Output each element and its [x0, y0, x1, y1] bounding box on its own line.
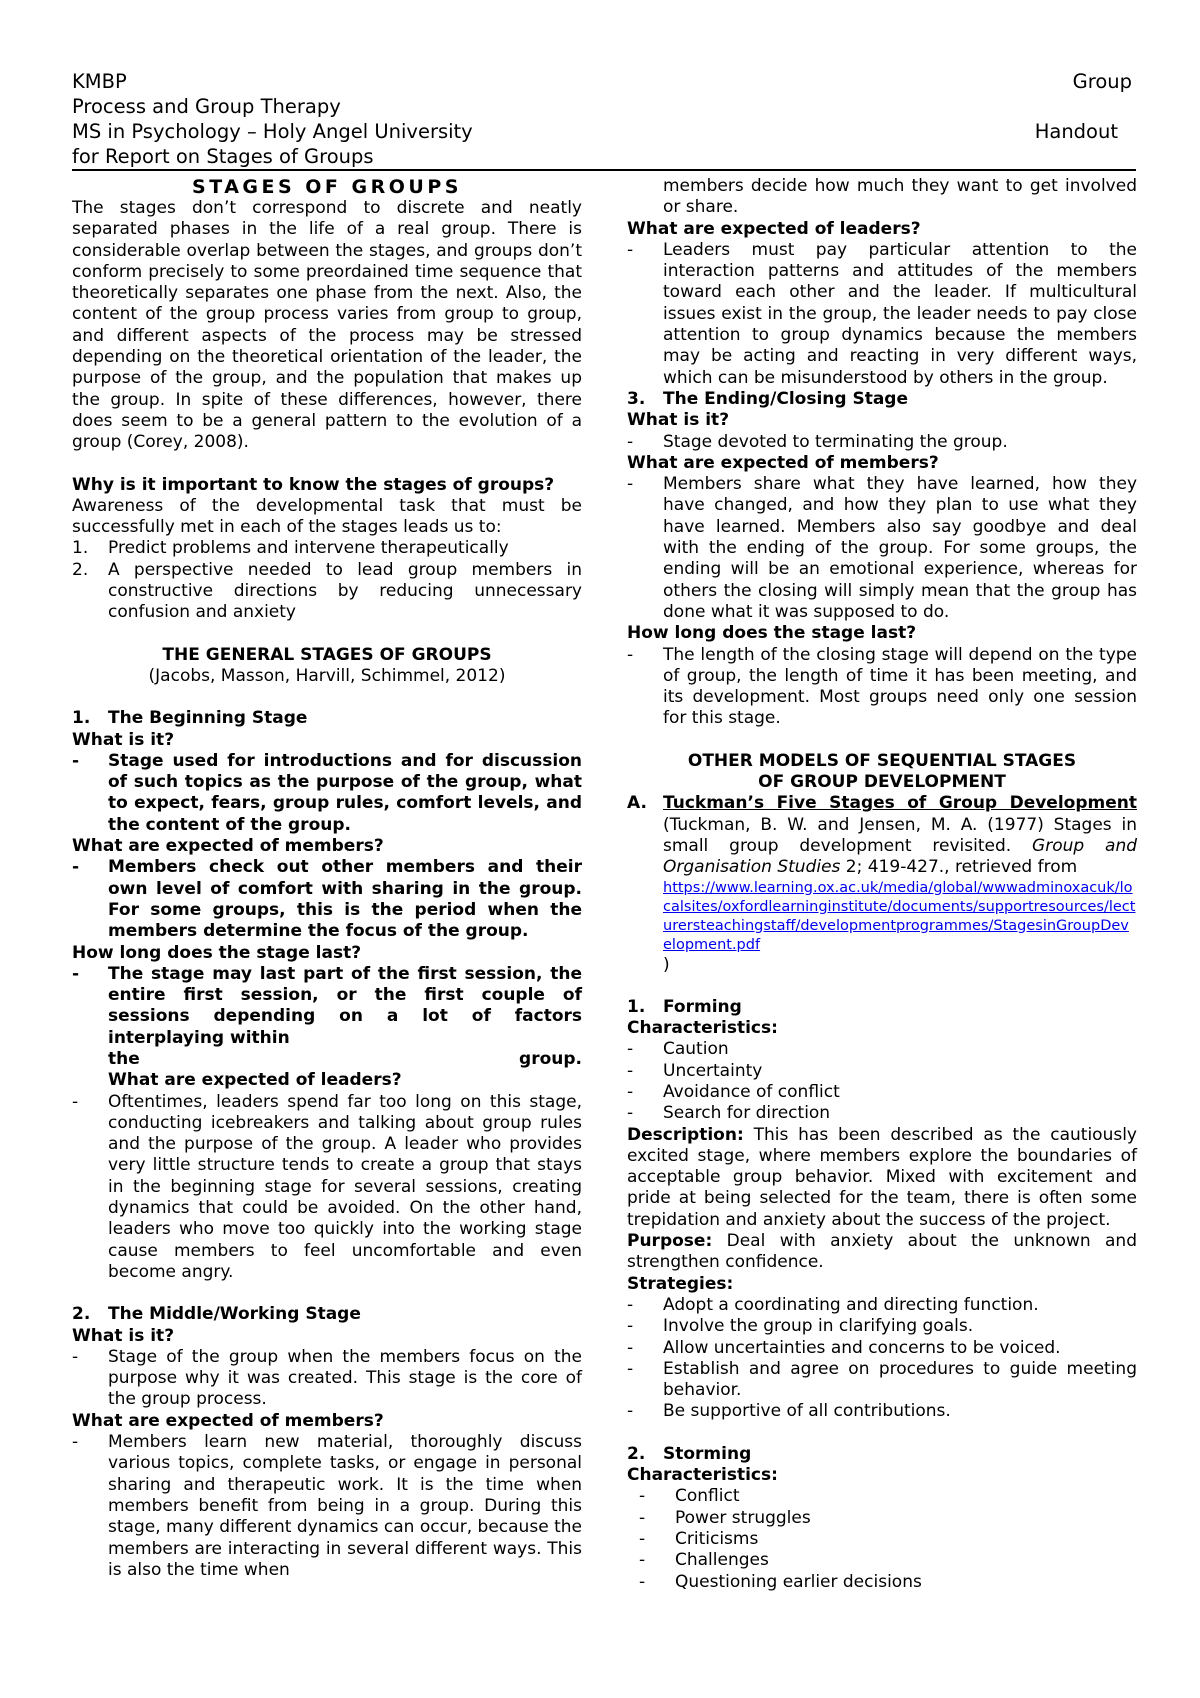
section-heading: 1. Forming	[627, 996, 742, 1017]
list-item: - Adopt a coordinating and directing function.	[627, 1294, 1039, 1315]
intro-paragraph: The stages don’t correspond to discrete and neatly separated phases in the life of a real group. There is considerable overlap between the stages, and groups don’t conform precisely to some preordained time sequence that theoretically separates one phase from the next. Also, the content of the group process varies from group to group, and different aspects of the process may be stressed depending on the theoretical orientation of the leader, the purpose of the group, and the population that makes up the group. In spite of these differences, however, there does seem to be a general pattern to the evolution of a group (Corey, 2008).	[72, 198, 582, 453]
list-item: - Conflict	[639, 1486, 740, 1507]
what-is-it-label: What is it?	[72, 729, 175, 750]
list-item: - Power struggles	[639, 1507, 811, 1528]
list-item: - Challenges	[639, 1550, 769, 1571]
characteristics-label: Characteristics:	[627, 1465, 778, 1486]
list-item: - Leaders must pay particular attention to the interaction patterns and attitudes of the members toward each other and the leader. If multicultural issues exist in the group, the leader needs to pay close attention to group dynamics because the members may be acting and reacting in very different ways, which can be misunderstood by others in the group.	[627, 239, 1137, 388]
list-item: - Avoidance of conflict	[627, 1081, 840, 1102]
general-stages-citation: (Jacobs, Masson, Harvill, Schimmel, 2012)	[148, 665, 506, 686]
page-title: STAGES OF GROUPS	[192, 176, 462, 198]
what-is-it-label: What is it?	[627, 410, 730, 431]
list-item: - Members check out other members and their own level of comfort with sharing in the group. For some groups, this is the period when the members determine the focus of the group.	[72, 857, 582, 942]
list-item: - Oftentimes, leaders spend far too long on this stage, conducting icebreakers and talking about group rules and the purpose of the group. A leader who provides very little structure tends to create a group that stays in the beginning stage for several sessions, creating dynamics that could be avoided. On the other hand, leaders who move too quickly into the working stage cause members to feel uncomfortable and even become angry.	[72, 1091, 582, 1282]
why-text: Awareness of the developmental task that must be successfully met in each of the stages leads us to:	[72, 495, 582, 538]
what-is-it-label: What is it?	[72, 1325, 175, 1346]
report-subject: for Report on Stages of Groups	[72, 145, 374, 168]
expected-leaders-label: What are expected of leaders?	[627, 218, 921, 239]
left-column	[72, 176, 582, 1581]
why-heading: Why is it important to know the stages of groups?	[72, 474, 555, 495]
expected-leaders-label: What are expected of leaders?	[108, 1070, 402, 1091]
expected-members-label: What are expected of members?	[72, 836, 384, 857]
expected-members-label: What are expected of members?	[627, 452, 939, 473]
characteristics-label: Characteristics:	[627, 1018, 778, 1039]
right-column	[627, 176, 1137, 1593]
list-item: - Uncertainty	[627, 1060, 763, 1081]
list-item: - Search for direction	[627, 1103, 831, 1124]
course-title: Process and Group Therapy	[72, 95, 341, 118]
list-item: - Involve the group in clarifying goals.	[627, 1316, 974, 1337]
program-name: MS in Psychology – Holy Angel University	[72, 120, 473, 143]
expected-members-label: What are expected of members?	[72, 1410, 384, 1431]
list-item: - Stage devoted to terminating the group.	[627, 431, 1008, 452]
tuckman-title: Tuckman’s Five Stages of Group Development	[663, 793, 1137, 814]
list-item: - The stage may last part of the first session, the entire first session, or the first couple of sessions depending on a lot of factors interplaying within the group. What are expected of leaders?	[72, 963, 582, 1091]
tuckman-entry: A. Tuckman’s Five Stages of Group Development (Tuckman, B. W. and Jensen, M. A. (1977) Stages in small group development revisited. Group and Organisation Studies 2; 419-427., retrieved from https://www.learning.ox.ac.uk/media/global/wwwadminoxacuk/localsites/oxfordlearninginstitute/documents/supportresources/lecturersteachingstaff/developmentprogrammes/StagesinGroupDevelopment.pdf )	[627, 793, 1138, 975]
how-long-label: How long does the stage last?	[72, 942, 362, 963]
course-code: KMBP	[72, 70, 127, 93]
forming-description: Description: This has been described as the cautiously excited stage, where members explore the boundaries of acceptable group behavior. Mixed with excitement and pride at being selected for the team, there is often some trepidation and anxiety about the success of the project.	[627, 1124, 1137, 1230]
doc-type-group: Group	[1072, 70, 1132, 93]
source-link[interactable]: https://www.learning.ox.ac.uk/media/global/wwwadminoxacuk/localsites/oxfordlearninginstitute/documents/supportresources/lecturersteachingstaff/developmentprogrammes/StagesinGroupDevelopment.pdf	[663, 879, 1136, 953]
section-heading: 2. Storming	[627, 1443, 752, 1464]
list-item: - Establish and agree on procedures to guide meeting behavior.	[627, 1358, 1137, 1401]
general-stages-title: THE GENERAL STAGES OF GROUPS	[162, 644, 492, 665]
list-item: - Be supportive of all contributions.	[627, 1401, 951, 1422]
section-heading: 2. The Middle/Working Stage	[72, 1304, 361, 1325]
list-item: - Criticisms	[639, 1528, 759, 1549]
list-item: - Members share what they have learned, how they have changed, and how they plan to use what they have learned. Members also say goodbye and deal with the ending of the group. For some groups, the ending will be an emotional experience, whereas for others the closing will simply mean that the group has done what it was supposed to do.	[627, 474, 1137, 622]
list-item: - Caution	[627, 1039, 729, 1060]
section-heading: 1. The Beginning Stage	[72, 708, 308, 729]
header-divider	[72, 169, 1136, 171]
list-item: - Allow uncertainties and concerns to be voiced.	[627, 1337, 1061, 1358]
list-item: 2. A perspective needed to lead group members in constructive directions by reducing unnecessary confusion and anxiety	[72, 559, 582, 623]
how-long-label: How long does the stage last?	[627, 623, 917, 644]
other-models-title-2: OF GROUP DEVELOPMENT	[758, 772, 1006, 793]
document-header	[72, 69, 1132, 169]
list-item: - Stage of the group when the members focus on the purpose why it was created. This stage is the core of the group process.	[72, 1346, 582, 1410]
storming-characteristics	[627, 1486, 1137, 1592]
list-item: - The length of the closing stage will depend on the type of group, the length of time it has been meeting, and its development. Most groups need only one session for this stage.	[627, 644, 1137, 729]
strategies-label: Strategies:	[627, 1273, 734, 1294]
header-line-3	[72, 119, 1132, 144]
doc-type-handout: Handout	[1034, 120, 1118, 143]
list-item: - Stage used for introductions and for discussion of such topics as the purpose of the group, what to expect, fears, group rules, comfort levels, and the content of the group.	[72, 750, 582, 835]
other-models-title: OTHER MODELS OF SEQUENTIAL STAGES	[687, 750, 1077, 771]
header-line-1	[72, 69, 1132, 94]
list-item: members decide how much they want to get involved or share.	[663, 176, 1137, 218]
list-item: - Members learn new material, thoroughly discuss various topics, complete tasks, or engage in personal sharing and therapeutic work. It is the time when members benefit from being in a group. During this stage, many different dynamics can occur, because the members are interacting in several different ways. This is also the time when	[72, 1432, 582, 1580]
forming-purpose: Purpose: Deal with anxiety about the unknown and strengthen confidence.	[627, 1231, 1137, 1273]
list-item: 1. Predict problems and intervene therapeutically	[72, 538, 509, 559]
section-heading: 3. The Ending/Closing Stage	[627, 388, 908, 409]
list-item: - Questioning earlier decisions	[639, 1571, 922, 1592]
